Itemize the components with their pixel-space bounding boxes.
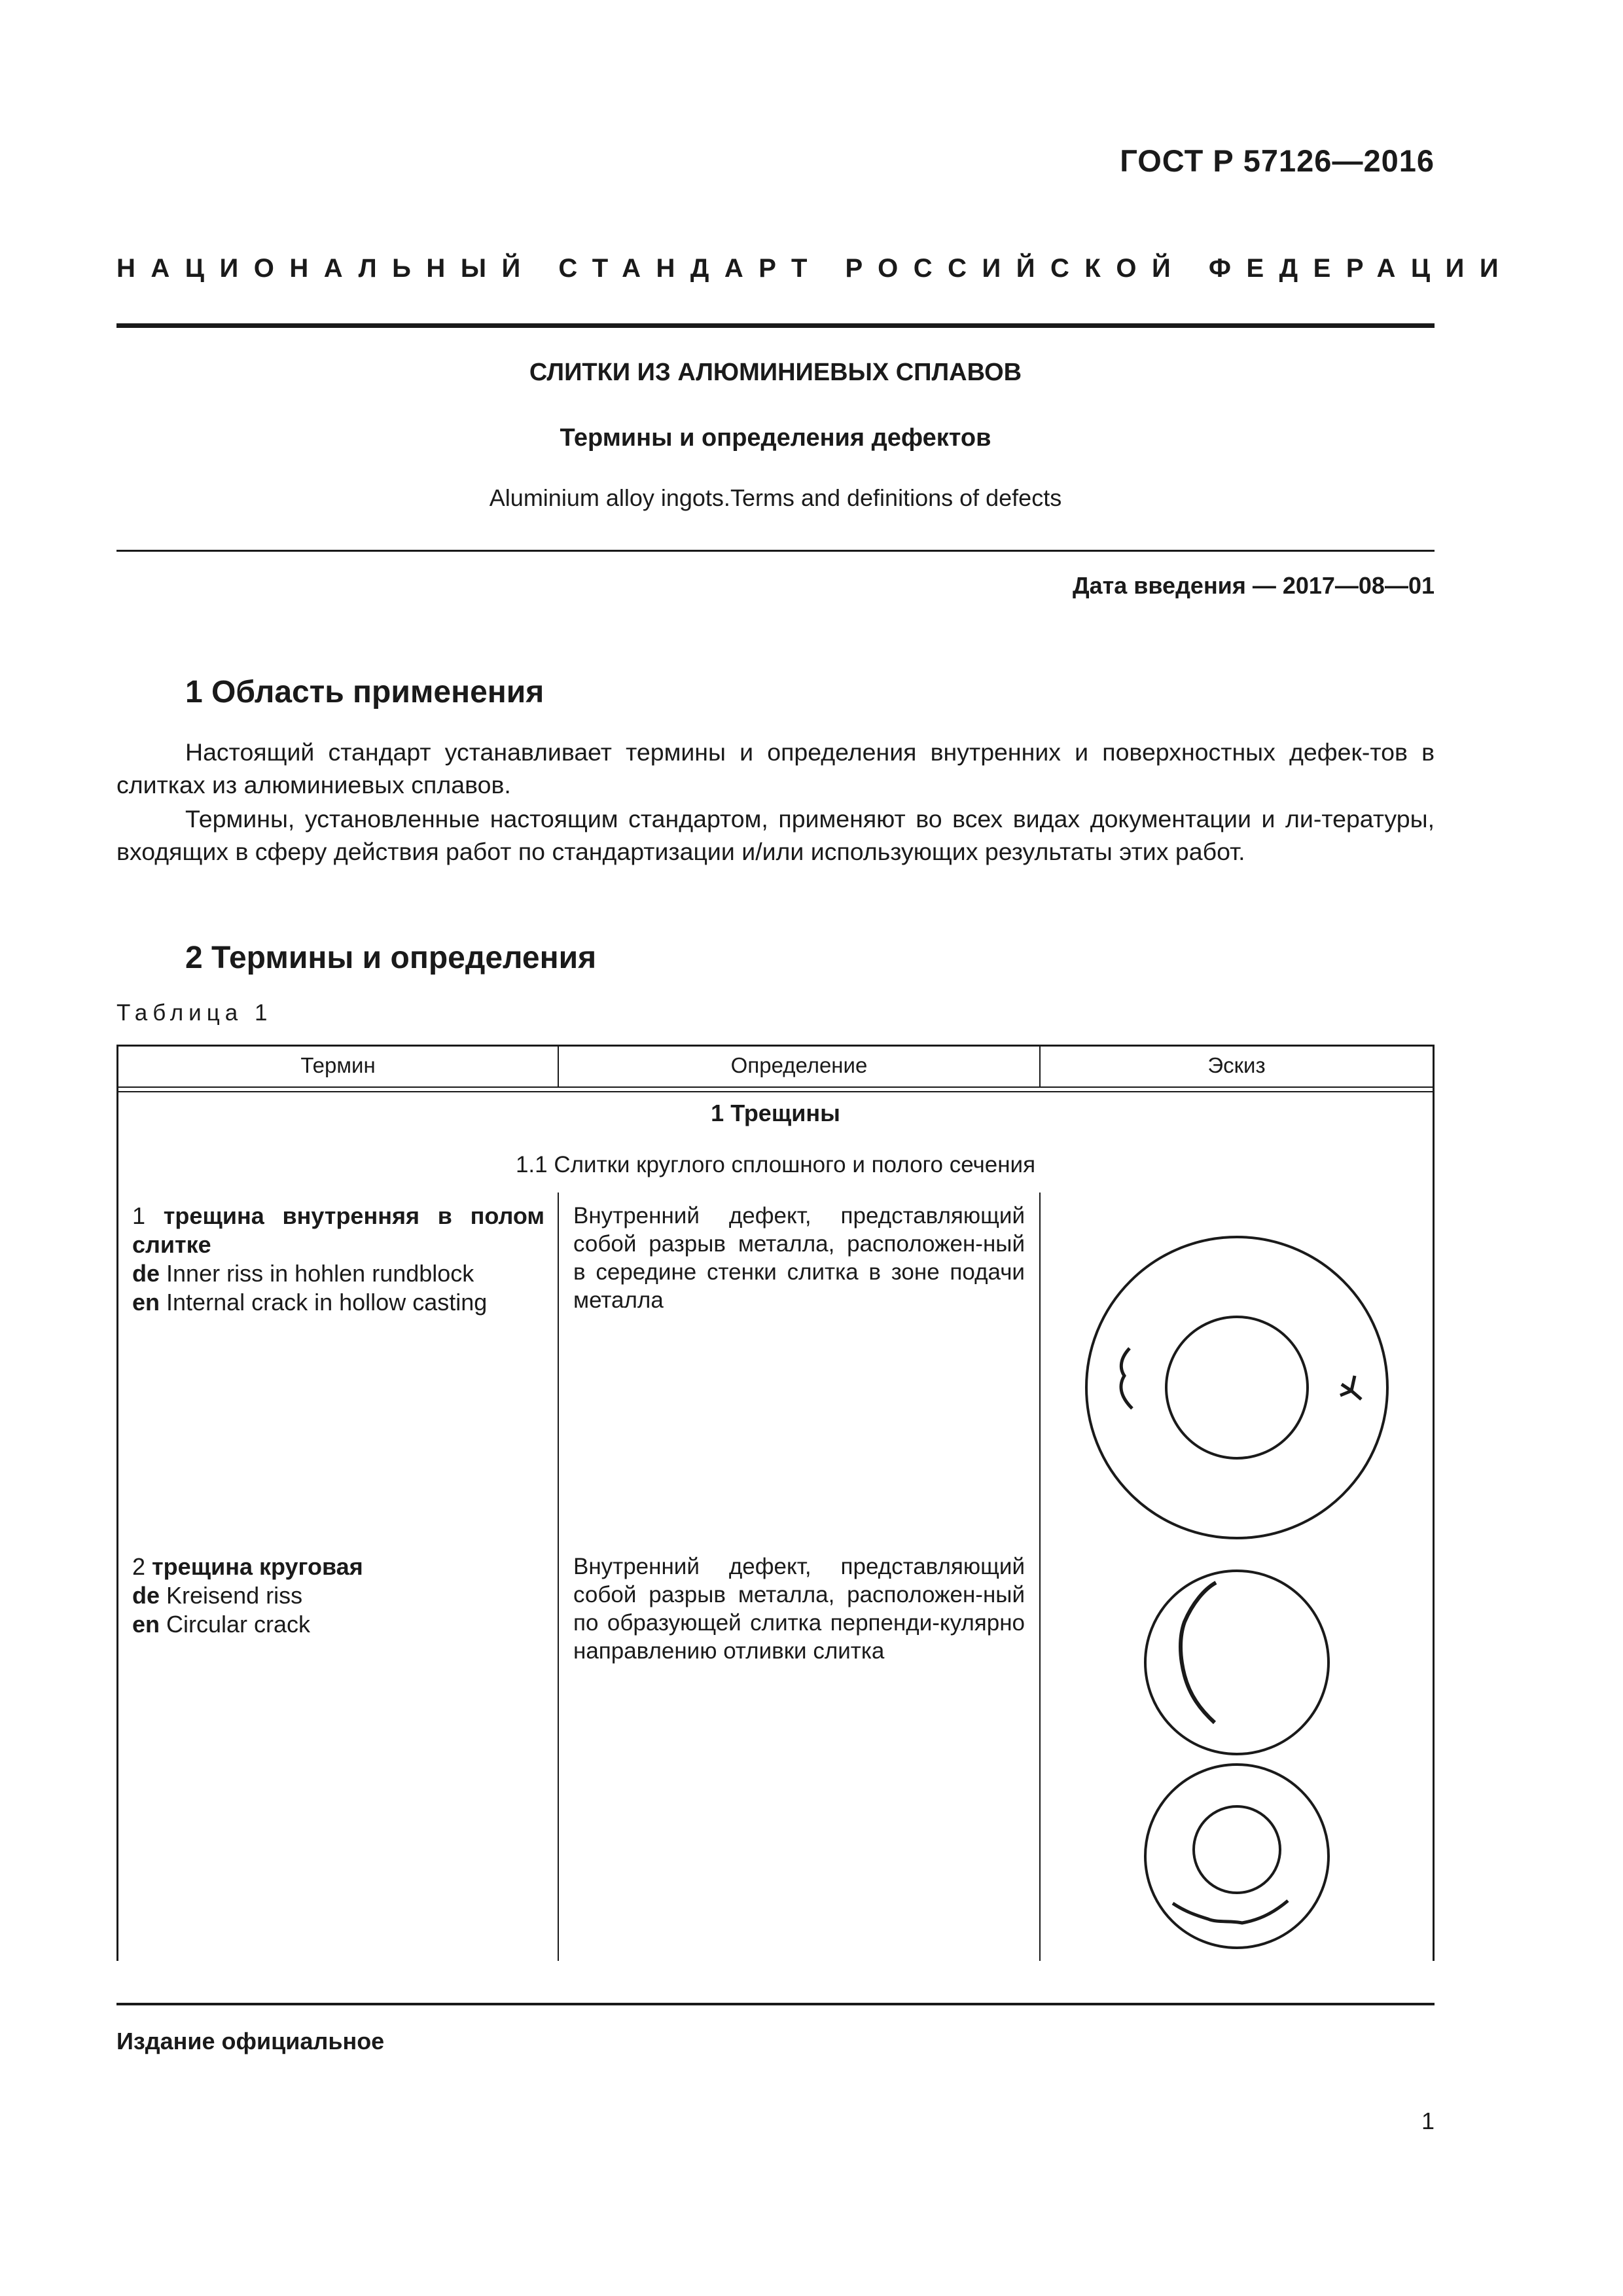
- scope-paragraph-2-text: Термины, установленные настоящим стандартом, применяют во всех видах документации и ли-тературы, входящих в сферу действия работ по стандартизации и/или использующих результаты этих работ.: [116, 805, 1435, 865]
- document-subtitle: Термины и определения дефектов: [560, 424, 991, 452]
- term-number: 2: [132, 1553, 146, 1580]
- ingot-inner-bore: [1166, 1317, 1308, 1458]
- term-entry-1-ru: [132, 1202, 544, 1259]
- definition-1: Внутренний дефект, представляющий собой разрыв металла, расположен-ный в середине стенки слитка в зоне подачи металла: [573, 1203, 1025, 1313]
- term-entry-2-ru: [132, 1552, 544, 1581]
- term-name: трещина круговая: [152, 1553, 363, 1580]
- term-entry-2-de: [132, 1581, 544, 1610]
- definition-2: Внутренний дефект, представляющий собой разрыв металла, расположен-ный по образующей слитка перпенди-кулярно направлению отливки слитка: [573, 1554, 1025, 1664]
- english-title: Aluminium alloy ingots.Terms and definitions of defects: [489, 484, 1062, 511]
- table-subgroup-title: 1.1 Слитки круглого сплошного и полого сечения: [515, 1152, 1036, 1177]
- table-group-title: 1 Трещины: [711, 1100, 840, 1126]
- crack-left: [1121, 1348, 1132, 1408]
- ingot-outer-contour: [1145, 1765, 1329, 1948]
- term-entry-1-de: [132, 1259, 544, 1288]
- scope-paragraph-1: [116, 736, 1435, 801]
- section-heading-scope: 1 Область применения: [185, 675, 544, 709]
- table-header-term: Термин: [300, 1053, 376, 1077]
- document-title: СЛИТКИ ИЗ АЛЮМИНИЕВЫХ СПЛАВОВ: [529, 359, 1022, 386]
- document-code: ГОСТ Р 57126—2016: [1120, 143, 1435, 178]
- term-german: Inner riss in hohlen rundblock: [166, 1260, 474, 1287]
- table-header-definition: Определение: [730, 1053, 868, 1077]
- table-left-border: [116, 1045, 118, 1961]
- circular-crack: [1173, 1901, 1288, 1923]
- table-header-bottom-border: [116, 1086, 1435, 1088]
- table-col-divider-1-body: [558, 1193, 559, 1961]
- sketch-internal-crack-hollow-ingot: [1073, 1224, 1400, 1551]
- term-number: 1: [132, 1202, 146, 1229]
- term-german: Kreisend riss: [166, 1582, 303, 1609]
- term-entry-2-en: [132, 1610, 544, 1639]
- table-col-divider-2-body: [1039, 1193, 1041, 1961]
- header-divider: [116, 323, 1435, 328]
- crack-right-branched: [1340, 1376, 1361, 1399]
- footer-divider: [116, 2003, 1435, 2005]
- term-name: трещина внутренняя в полом слитке: [132, 1202, 544, 1258]
- table-label: Таблица 1: [116, 1000, 273, 1026]
- title-divider: [116, 550, 1435, 552]
- term-english: Internal crack in hollow casting: [166, 1289, 488, 1316]
- sketch-circular-crack-hollow-ingot: [1132, 1751, 1342, 1961]
- national-standard-banner: НАЦИОНАЛЬНЫЙ СТАНДАРТ РОССИЙСКОЙ ФЕДЕРАЦИИ: [116, 254, 1514, 283]
- scope-paragraph-1-text: Настоящий стандарт устанавливает термины и определения внутренних и поверхностных дефек-тов в слитках из алюминиевых сплавов.: [116, 738, 1435, 798]
- ingot-outer-contour: [1086, 1237, 1387, 1538]
- table-header-sketch: Эскиз: [1207, 1053, 1266, 1077]
- table-header-bottom-border-2: [116, 1091, 1435, 1092]
- term-english: Circular crack: [166, 1611, 311, 1638]
- lang-code-en: en: [132, 1611, 160, 1638]
- circular-crack: [1181, 1583, 1216, 1723]
- lang-code-de: de: [132, 1260, 160, 1287]
- introduction-date: Дата введения — 2017—08—01: [1072, 572, 1435, 599]
- page-number: 1: [1421, 2108, 1435, 2134]
- scope-paragraph-2: [116, 802, 1435, 868]
- ingot-outer-contour: [1145, 1571, 1329, 1754]
- term-entry-1-en: [132, 1288, 544, 1317]
- section-heading-terms: 2 Термины и определения: [185, 941, 597, 975]
- term-entry-2: [132, 1552, 544, 1639]
- official-edition-label: Издание официальное: [116, 2028, 385, 2054]
- lang-code-de: de: [132, 1582, 160, 1609]
- ingot-inner-bore: [1194, 1806, 1280, 1893]
- table-right-border: [1433, 1045, 1435, 1961]
- term-entry-1: [132, 1202, 544, 1317]
- sketch-circular-crack-solid-ingot: [1132, 1558, 1342, 1767]
- lang-code-en: en: [132, 1289, 160, 1316]
